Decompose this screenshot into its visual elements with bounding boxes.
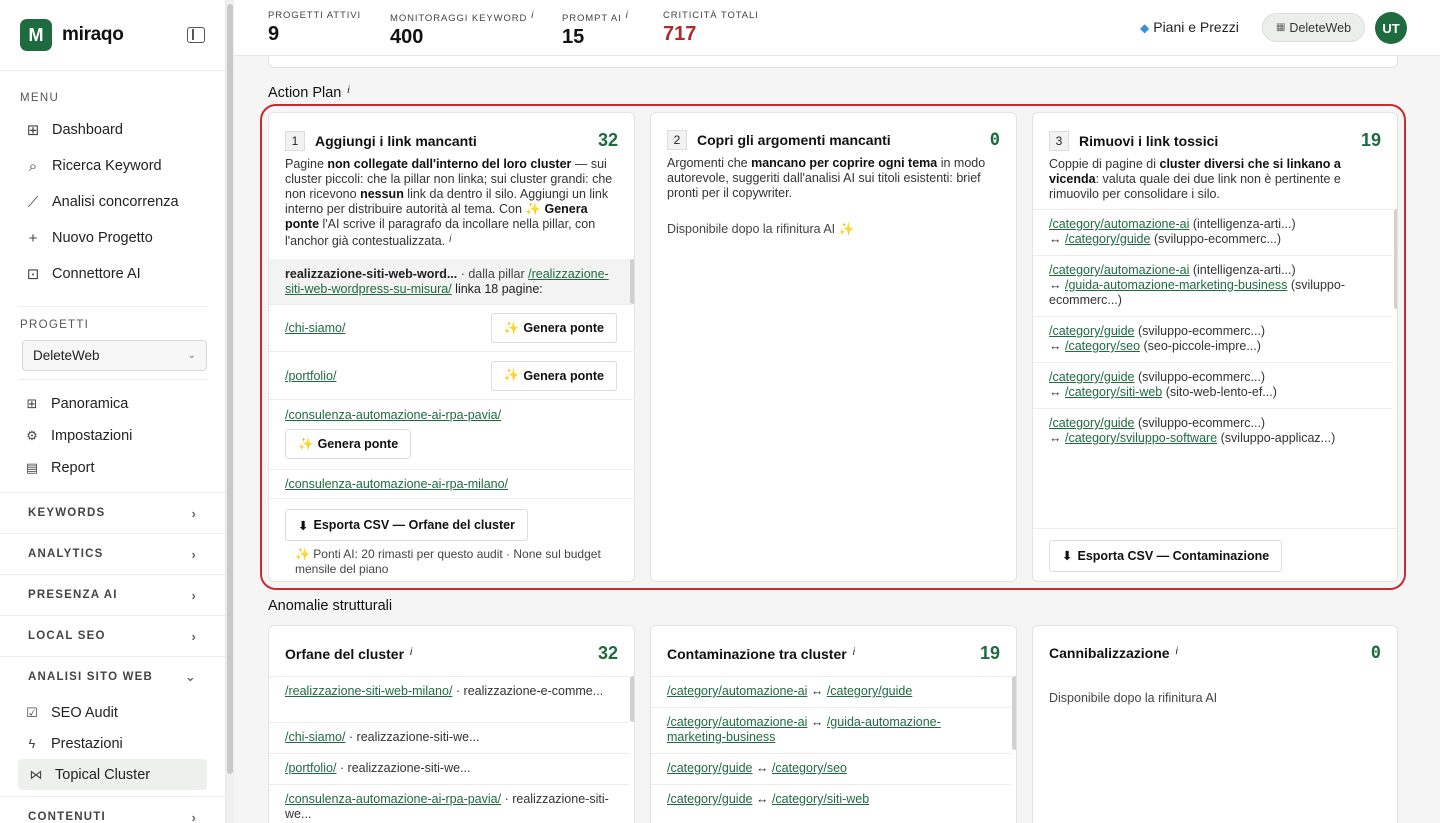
info-icon[interactable]: i (625, 10, 629, 21)
page-link[interactable]: /category/automazione-ai (667, 715, 808, 729)
card-title: Aggiungi i link mancanti (315, 132, 477, 149)
divider (18, 306, 207, 307)
availability-note: Disponibile dopo la rifinitura AI (1049, 691, 1218, 705)
highlight-frame (260, 104, 1406, 590)
nav-item-label: Analisi concorrenza (52, 194, 179, 210)
genera-ponte-button[interactable]: ✨ Genera ponte (285, 429, 411, 459)
page-link[interactable]: /consulenza-automazione-ai-rpa-pavia/ (285, 792, 502, 806)
page-link[interactable]: /category/seo (1064, 339, 1141, 353)
export-csv-button[interactable]: ⬇ Esporta CSV — Orfane del cluster (285, 509, 528, 541)
nav-item-label: Connettore AI (52, 266, 141, 282)
download-icon: ⬇ (1062, 548, 1073, 563)
list-item: /category/automazione-ai (intelligenza-arti...) ↔ /category/guide (sviluppo-ecommerc...) (1033, 209, 1393, 255)
card-title: Copri gli argomenti mancanti (697, 132, 891, 148)
page-link[interactable]: /guida-automazione-marketing-business (667, 715, 941, 744)
nav-item-prestazioni[interactable] (0, 728, 225, 759)
info-icon[interactable]: i (1175, 646, 1178, 657)
nav-item-connettore-ai[interactable] (0, 256, 225, 292)
page-link[interactable]: /category/siti-web (1064, 385, 1163, 399)
chevron-right-icon: › (191, 809, 197, 823)
group-presenza-ai[interactable] (0, 574, 225, 615)
group-label: KEYWORDS (28, 507, 106, 519)
gem-icon: ◆ (1140, 21, 1150, 35)
stat-value: 9 (268, 23, 280, 45)
list-item: /category/guide (sviluppo-ecommerc...) ↔ /category/siti-web (sito-web-lento-ef...) (1033, 362, 1393, 408)
stat-criticita-totali (663, 10, 759, 46)
card-count: 0 (1370, 643, 1381, 663)
page-link[interactable]: /realizzazione-siti-web-milano/ (285, 684, 453, 698)
divider (18, 379, 207, 380)
nav-item-label: Prestazioni (51, 735, 123, 752)
pillar-link[interactable]: /realizzazione-siti-web-wordpress-su-misura/ (285, 267, 609, 296)
chevron-right-icon: › (191, 546, 197, 562)
group-contenuti[interactable] (0, 796, 225, 823)
nav-item-label: Impostazioni (51, 428, 133, 444)
stat-label: PROMPT AI i (562, 10, 629, 24)
action-plan-title: Action Plan $^i$ (268, 85, 350, 101)
pillar-header: realizzazione-siti-web-word... · dalla pillar /realizzazione-siti-web-wordpress-su-misura/ linka 18 pagine: (269, 259, 631, 304)
chart-line-icon: ⟋ (27, 193, 39, 211)
info-icon[interactable]: i (347, 85, 350, 96)
step-number: 1 (285, 131, 305, 151)
card-count: 32 (597, 643, 618, 663)
stat-value: 15 (562, 26, 585, 48)
page-link[interactable]: /portfolio/ (285, 761, 337, 775)
availability-note: Disponibile dopo la rifinitura AI ✨ (667, 222, 855, 236)
previous-card-edge (268, 56, 1398, 68)
card-title: Contaminazione tra cluster $^i$ (667, 645, 855, 662)
card-title: Cannibalizzazione $^i$ (1049, 645, 1178, 661)
nav-item-label: Panoramica (51, 396, 129, 412)
list-scrollbar[interactable] (630, 676, 635, 722)
plus-icon: + (28, 229, 38, 247)
building-icon: ▦ (1275, 22, 1286, 33)
card-description: Argomenti che mancano per coprire ogni tema in modo autorevole, suggeriti dall'analisi AI sui titoli esistenti: brief pronti per il copywriter. (667, 156, 986, 200)
page-link[interactable]: /category/guide (1049, 416, 1135, 430)
info-icon[interactable]: i (410, 646, 413, 658)
list-item: /consulenza-automazione-ai-rpa-pavia/ · realizzazione-siti-we... (269, 784, 629, 823)
chevron-right-icon: › (191, 505, 197, 521)
list-item: /category/guide ↔ /category/seo (651, 753, 1011, 784)
page-link[interactable]: /category/seo (771, 761, 847, 775)
list-item: /category/automazione-ai ↔ /category/guide (651, 676, 1011, 707)
nav-item-impostazioni[interactable] (0, 420, 225, 452)
stat-progetti-attivi (268, 10, 361, 46)
stat-prompt-ai (562, 10, 629, 49)
nav-item-report[interactable] (0, 452, 225, 484)
nav-item-topical-cluster[interactable] (18, 759, 207, 790)
page-link[interactable]: /category/guide (1049, 370, 1135, 384)
pricing-label: Piani e Prezzi (1153, 19, 1239, 35)
list-item: /category/guide (sviluppo-ecommerc...) ↔ /category/sviluppo-software (sviluppo-applicaz...) (1033, 408, 1393, 528)
anomalies-title: Anomalie strutturali (268, 598, 393, 614)
anomaly-card-cannibalization (1032, 625, 1398, 823)
chevron-right-icon: › (191, 628, 197, 644)
step-number: 2 (667, 130, 687, 150)
nav-item-panoramica[interactable] (0, 388, 225, 420)
page-link[interactable]: /category/automazione-ai (1049, 263, 1190, 277)
anomaly-card-orphans (268, 625, 635, 823)
robot-icon: ⊡ (26, 266, 40, 283)
page-link[interactable]: /category/guide (667, 792, 753, 806)
group-analisi-sito-web[interactable] (0, 656, 225, 697)
gear-icon: ⚙ (26, 428, 38, 443)
top-header (234, 0, 1440, 56)
page-link[interactable]: /consulenza-automazione-ai-rpa-milano/ (285, 477, 509, 491)
stat-label: MONITORAGGI KEYWORD i (390, 10, 535, 24)
genera-ponte-button[interactable]: ✨ Genera ponte (491, 313, 617, 343)
genera-ponte-button[interactable]: ✨ Genera ponte (491, 361, 617, 391)
list-item: /category/guide ↔ /category/siti-web (651, 784, 1011, 815)
group-label: CONTENUTI (28, 811, 106, 823)
page-link[interactable]: /category/sviluppo-software (1064, 431, 1218, 445)
stat-value: 717 (663, 23, 697, 45)
group-label: ANALYTICS (28, 548, 104, 560)
card-description: Coppie di pagine di cluster diversi che si linkano a vicenda: valuta quale dei due link non è pertinente e rimuovilo per consolidare i silo. (1049, 157, 1341, 201)
logo-row (0, 0, 225, 71)
list-item: /category/automazione-ai (intelligenza-arti...) ↔ /guida-automazione-marketing-business (sviluppo-ecommerc...) (1033, 255, 1393, 316)
workspace-label: DeleteWeb (1289, 20, 1352, 35)
grid-icon: ⊞ (26, 122, 40, 139)
search-icon: ⌕ (28, 157, 38, 175)
share-nodes-icon: ⋈ (29, 766, 43, 782)
nav-item-label: SEO Audit (51, 704, 118, 721)
logo-text[interactable]: miraqo (62, 24, 124, 45)
workspace-button[interactable] (1262, 13, 1365, 42)
nav-item-nuovo-progetto[interactable] (0, 220, 225, 256)
page-link[interactable]: /category/guide (826, 684, 913, 698)
page-link[interactable]: /category/guide (1064, 232, 1151, 246)
nav-item-analisi-concorrenza[interactable] (0, 184, 225, 220)
project-select[interactable] (22, 340, 207, 371)
list-item: /category/automazione-ai ↔ /guida-automazione-marketing-business (651, 707, 1011, 753)
logo-icon[interactable]: M (20, 19, 52, 51)
group-label: ANALISI SITO WEB (28, 671, 154, 683)
group-analytics[interactable] (0, 533, 225, 574)
list-item: /chi-siamo/ · realizzazione-siti-we... (269, 722, 629, 753)
list-item: /category/guide (sviluppo-ecommerc...) ↔ /category/seo (seo-piccole-impre...) (1033, 316, 1393, 362)
sidebar-scrollbar[interactable] (226, 0, 234, 823)
card-title: Rimuovi i link tossici (1079, 132, 1219, 149)
sparkle-icon: ✨ (298, 436, 314, 451)
anomaly-card-contamination (650, 625, 1017, 823)
projects-section-label: PROGETTI (20, 319, 90, 331)
list-item: /realizzazione-siti-web-milano/ · realizzazione-e-comme... (269, 676, 629, 722)
info-icon[interactable]: i (449, 234, 452, 245)
nav-item-label: Nuovo Progetto (52, 230, 153, 246)
page-link[interactable]: /category/siti-web (771, 792, 870, 806)
info-icon[interactable]: i (531, 10, 535, 21)
info-icon[interactable]: i (852, 646, 855, 658)
page-link[interactable]: /chi-siamo/ (285, 321, 346, 335)
card-count: 0 (989, 130, 1000, 150)
group-label: PRESENZA AI (28, 589, 118, 601)
card-title: Orfane del cluster $^i$ (285, 645, 413, 662)
group-label: LOCAL SEO (28, 630, 106, 642)
checklist-icon: ☑ (26, 704, 38, 720)
nav-item-label: Dashboard (52, 122, 123, 138)
page-link[interactable]: /category/guide (1049, 324, 1135, 338)
page-link[interactable]: /portfolio/ (285, 368, 337, 383)
sidebar-collapse-icon[interactable] (187, 27, 205, 43)
menu-section-label: MENU (20, 92, 60, 104)
export-csv-button[interactable]: ⬇ Esporta CSV — Contaminazione (1049, 540, 1282, 572)
page-link[interactable]: /category/automazione-ai (667, 684, 808, 698)
scrollbar-thumb[interactable] (227, 4, 233, 774)
nav-item-seo-audit[interactable] (0, 697, 225, 728)
page-link[interactable]: /chi-siamo/ (285, 730, 346, 744)
stat-monitoraggi-keyword (390, 10, 534, 49)
group-local-seo[interactable] (0, 615, 225, 656)
sparkle-icon: ✨ (503, 368, 520, 382)
sparkle-icon: ✨ (503, 320, 520, 335)
nav-item-label: Topical Cluster (55, 766, 151, 783)
list-item: /portfolio/ · realizzazione-siti-we... (269, 753, 629, 784)
document-icon: ▤ (25, 460, 39, 475)
grid-icon: ⊞ (26, 396, 38, 411)
chevron-down-icon: ⌄ (187, 350, 196, 361)
nav-item-dashboard[interactable] (0, 112, 225, 148)
nav-item-label: Ricerca Keyword (52, 158, 162, 174)
list-scrollbar[interactable] (1012, 676, 1017, 750)
step-number: 3 (1049, 131, 1069, 151)
stat-label: CRITICITÀ TOTALI (663, 10, 759, 21)
sidebar (0, 0, 226, 823)
card-description: Pagine non collegate dall'interno del loro cluster — sui cluster piccoli: che la pillar non linka; sui cluster grandi: che non ricevono nessun link da dentro il silo. Aggiungi un link interno per distribuire autorità al tema. Con ✨ Genera ponte l'AI scrive il paragrafo da incollare nella pillar, con l'anchor già contestualizzata. $^i$ (285, 157, 613, 248)
page-link[interactable]: /consulenza-automazione-ai-rpa-pavia/ (285, 408, 502, 422)
chevron-down-icon: ⌄ (184, 669, 197, 684)
card-count: 19 (979, 643, 1000, 663)
page-link[interactable]: /category/automazione-ai (1049, 217, 1190, 231)
bolt-icon: ϟ (28, 736, 36, 751)
stat-value: 400 (390, 26, 424, 48)
page-link[interactable]: /category/guide (667, 761, 753, 775)
nav-item-label: Report (51, 460, 95, 476)
chevron-right-icon: › (191, 587, 197, 603)
ai-budget-note: ✨ Ponti AI: 20 rimasti per questo audit · None sul budget mensile del piano (295, 547, 601, 576)
avatar[interactable]: UT (1375, 12, 1407, 44)
page-link[interactable]: /guida-automazione-marketing-business (1064, 278, 1288, 292)
card-count: 32 (597, 130, 618, 150)
project-select-value: DeleteWeb (33, 348, 100, 363)
nav-item-ricerca-keyword[interactable] (0, 148, 225, 184)
download-icon: ⬇ (298, 518, 309, 533)
stat-label: PROGETTI ATTIVI (268, 10, 362, 21)
pricing-link[interactable] (1140, 19, 1239, 35)
group-keywords[interactable] (0, 492, 225, 533)
card-count: 19 (1360, 130, 1381, 150)
